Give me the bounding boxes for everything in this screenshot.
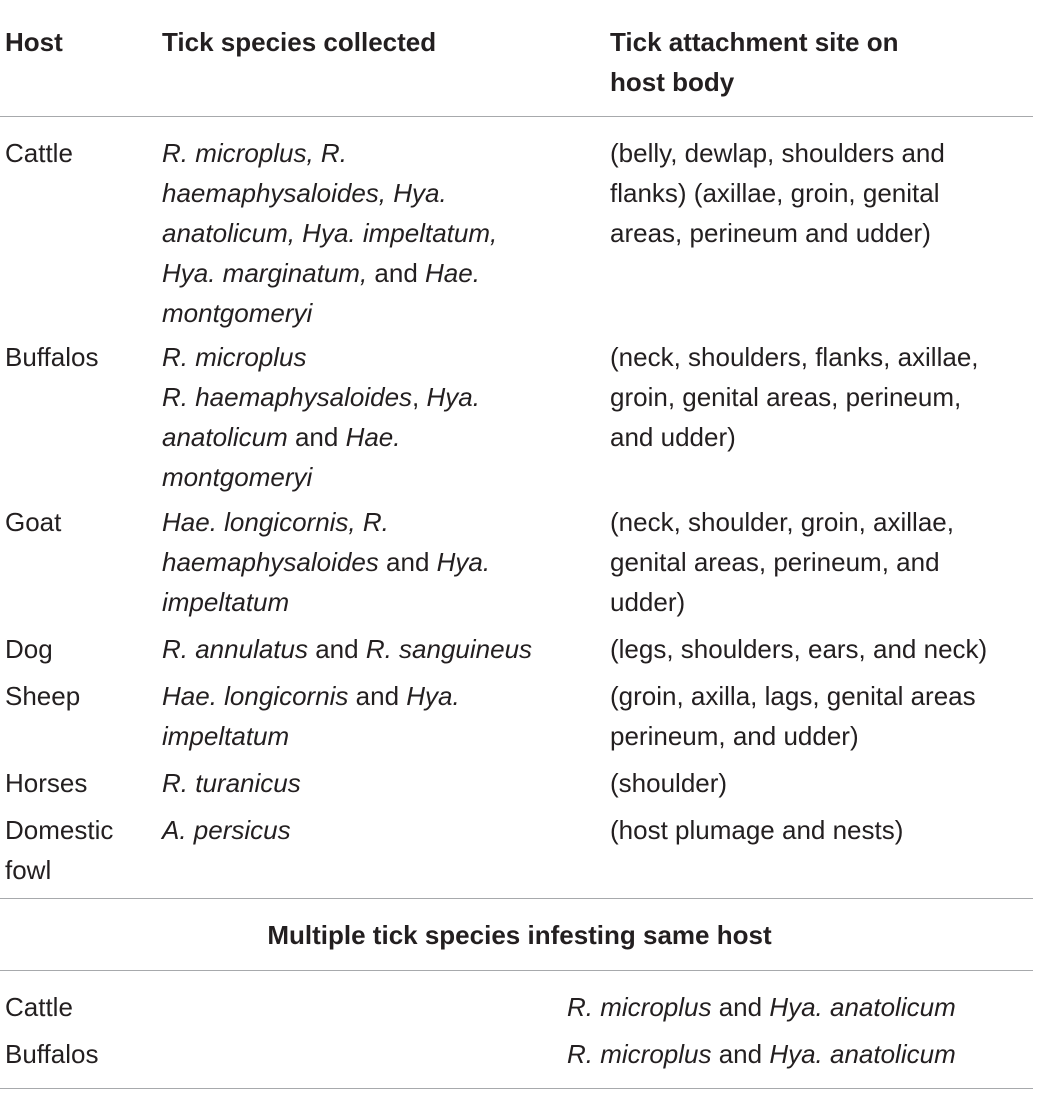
species-name: anatolicum — [162, 422, 288, 452]
species-cell — [162, 173, 447, 213]
species-cell — [567, 1034, 956, 1074]
species-cell — [162, 542, 490, 582]
connector-text: and — [711, 1039, 770, 1069]
header-site-line2: host body — [610, 67, 735, 97]
connector-text: and — [348, 681, 407, 711]
species-name: R. haemaphysaloides — [162, 382, 413, 412]
species-cell — [162, 417, 400, 457]
species-cell — [162, 253, 480, 293]
species-name: A. persicus — [162, 815, 291, 845]
species-name: Hya. — [436, 547, 491, 577]
section-title: Multiple tick species infesting same host — [267, 920, 772, 950]
species-name: impeltatum — [162, 721, 290, 751]
species-name: R. microplus — [567, 1039, 712, 1069]
host-cell: Sheep — [5, 681, 81, 711]
site-cell: and udder) — [610, 422, 736, 452]
species-name: haemaphysaloides — [162, 547, 379, 577]
species-name: impeltatum — [162, 587, 290, 617]
site-cell: (shoulder) — [610, 768, 728, 798]
site-cell: (legs, shoulders, ears, and neck) — [610, 634, 988, 664]
species-name: Hae. — [425, 258, 480, 288]
header-host: Host — [5, 27, 63, 57]
species-cell — [162, 502, 389, 542]
species-cell — [162, 629, 532, 669]
host-cell: Buffalos — [5, 342, 99, 372]
species-cell — [162, 716, 289, 756]
species-name: R. sanguineus — [365, 634, 533, 664]
species-name: R. turanicus — [162, 768, 301, 798]
species-name: R. microplus — [162, 342, 307, 372]
site-cell: (neck, shoulder, groin, axillae, — [610, 507, 954, 537]
header-rule — [0, 116, 1033, 117]
connector-text: and — [287, 422, 346, 452]
connector-text: and — [711, 992, 770, 1022]
site-cell: (neck, shoulders, flanks, axillae, — [610, 342, 979, 372]
host-cell: Cattle — [5, 138, 73, 168]
species-name: Hae. longicornis — [162, 681, 349, 711]
host-cell: Buffalos — [5, 1039, 99, 1069]
species-cell — [162, 337, 306, 377]
connector-text: and — [307, 634, 366, 664]
species-name: Hya. anatolicum — [769, 992, 956, 1022]
species-name: R. microplus — [567, 992, 712, 1022]
host-cell: Goat — [5, 507, 62, 537]
header-site-line1: Tick attachment site on — [610, 27, 899, 57]
species-cell — [162, 377, 480, 417]
species-name: anatolicum, Hya. impeltatum, — [162, 218, 498, 248]
species-cell — [162, 810, 291, 850]
species-cell — [162, 582, 289, 622]
host-cell: Domestic — [5, 815, 114, 845]
species-cell — [162, 213, 497, 253]
species-name: Hya. marginatum, — [162, 258, 368, 288]
host-cell: Cattle — [5, 992, 73, 1022]
host-cell: Horses — [5, 768, 88, 798]
site-cell: perineum, and udder) — [610, 721, 859, 751]
site-cell: areas, perineum and udder) — [610, 218, 931, 248]
connector-text: and — [367, 258, 426, 288]
host-cell: Dog — [5, 634, 53, 664]
species-name: Hya. anatolicum — [769, 1039, 956, 1069]
section-rule-bottom — [0, 970, 1033, 971]
site-cell: udder) — [610, 587, 686, 617]
site-cell: flanks) (axillae, groin, genital — [610, 178, 940, 208]
species-cell — [567, 987, 956, 1027]
species-cell — [162, 293, 312, 333]
species-name: Hya. — [426, 382, 480, 412]
site-cell: (host plumage and nests) — [610, 815, 904, 845]
connector-text: and — [378, 547, 437, 577]
species-name: R. microplus, R. — [162, 138, 347, 168]
species-name: montgomeryi — [162, 298, 313, 328]
species-cell — [162, 457, 312, 497]
table-bottom-rule — [0, 1088, 1033, 1089]
species-name: R. annulatus — [162, 634, 308, 664]
site-cell: (groin, axilla, lags, genital areas — [610, 681, 976, 711]
species-cell — [162, 763, 301, 803]
species-cell — [162, 676, 460, 716]
species-name: montgomeryi — [162, 462, 313, 492]
species-name: haemaphysaloides, Hya. — [162, 178, 447, 208]
species-name: Hya. — [406, 681, 460, 711]
species-name: Hae. — [345, 422, 401, 452]
connector-text: , — [412, 382, 427, 412]
section-rule-top — [0, 898, 1033, 899]
species-name: Hae. longicornis, R. — [162, 507, 389, 537]
species-cell — [162, 133, 347, 173]
header-species: Tick species collected — [162, 27, 437, 57]
site-cell: genital areas, perineum, and — [610, 547, 940, 577]
site-cell: (belly, dewlap, shoulders and — [610, 138, 945, 168]
host-cell: fowl — [5, 855, 52, 885]
site-cell: groin, genital areas, perineum, — [610, 382, 962, 412]
